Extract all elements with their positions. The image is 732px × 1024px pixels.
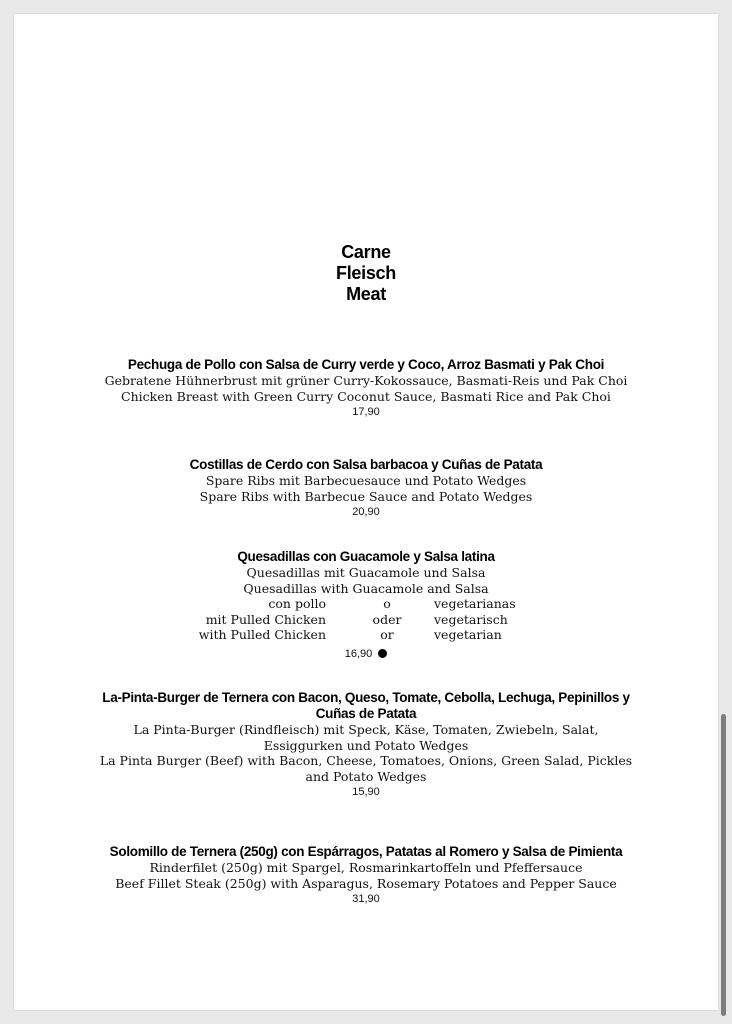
- menu-item-spare-ribs: [14, 457, 718, 520]
- option-separator: oder: [372, 611, 402, 627]
- item-price: 20,90: [352, 506, 380, 518]
- item-description-english: Chicken Breast with Green Curry Coconut Sauce, Basmati Rice and Pak Choi: [121, 388, 611, 404]
- option-chicken: with Pulled Chicken: [198, 627, 326, 642]
- menu-item-beef-fillet: [14, 844, 718, 907]
- section-title-german: Fleisch: [336, 263, 396, 283]
- section-title-spanish: Carne: [341, 242, 391, 262]
- item-price: 31,90: [352, 893, 380, 905]
- option-separator: o: [383, 596, 391, 611]
- item-description-german: Quesadillas mit Guacamole und Salsa: [246, 565, 486, 580]
- item-description-german: La Pinta-Burger (Rindfleisch) mit Speck, Käse, Tomaten, Zwiebeln, Salat, Essiggurken und Potato Wedges: [133, 722, 599, 753]
- item-price-row: [14, 647, 718, 662]
- option-chicken: con pollo: [268, 596, 326, 611]
- item-description-german: Spare Ribs mit Barbecuesauce und Potato Wedges: [205, 473, 527, 488]
- item-description-german: Gebratene Hühnerbrust mit grüner Curry-Kokossauce, Basmati-Reis und Pak Choi: [104, 373, 628, 388]
- option-vegetarian: vegetarian: [434, 627, 502, 642]
- bullet-dot-icon: [378, 649, 387, 658]
- option-chicken: mit Pulled Chicken: [205, 611, 326, 627]
- item-price: 15,90: [352, 786, 380, 798]
- item-description-english: Quesadillas with Guacamole and Salsa: [243, 580, 489, 596]
- menu-item-quesadillas: [14, 549, 718, 662]
- item-description-english: Spare Ribs with Barbecue Sauce and Potato Wedges: [199, 488, 533, 504]
- item-options: [14, 596, 718, 643]
- item-price: 16,90: [344, 647, 373, 660]
- option-vegetarian: vegetarisch: [434, 611, 508, 627]
- menu-page: [14, 14, 718, 1010]
- option-separator: or: [380, 627, 394, 642]
- section-title-english: Meat: [346, 284, 386, 304]
- options-row-spanish: [14, 596, 718, 612]
- item-title: Costillas de Cerdo con Salsa barbacoa y Cuñas de Patata: [189, 457, 543, 472]
- item-title: Quesadillas con Guacamole y Salsa latina: [237, 549, 495, 564]
- menu-item-burger: [14, 690, 718, 800]
- item-title: La-Pinta-Burger de Ternera con Bacon, Queso, Tomate, Cebolla, Lechuga, Pepinillos y Cuñas de Patata: [102, 690, 630, 721]
- item-title: Pechuga de Pollo con Salsa de Curry verde y Coco, Arroz Basmati y Pak Choi: [127, 357, 605, 372]
- item-title: Solomillo de Ternera (250g) con Espárragos, Patatas al Romero y Salsa de Pimienta: [109, 844, 623, 859]
- item-description-english: La Pinta Burger (Beef) with Bacon, Cheese, Tomatoes, Onions, Green Salad, Pickles and Potato Wedges: [99, 753, 633, 784]
- menu-item-chicken-curry: [14, 357, 718, 420]
- options-row-english: [14, 627, 718, 643]
- section-header: [14, 242, 718, 305]
- option-vegetarian: vegetarianas: [434, 596, 516, 611]
- item-price: 17,90: [352, 406, 380, 418]
- vertical-scrollbar[interactable]: [721, 714, 726, 1016]
- options-row-german: [14, 612, 718, 628]
- item-description-english: Beef Fillet Steak (250g) with Asparagus, Rosemary Potatoes and Pepper Sauce: [115, 875, 617, 891]
- item-description-german: Rinderfilet (250g) mit Spargel, Rosmarinkartoffeln und Pfeffersauce: [149, 860, 583, 875]
